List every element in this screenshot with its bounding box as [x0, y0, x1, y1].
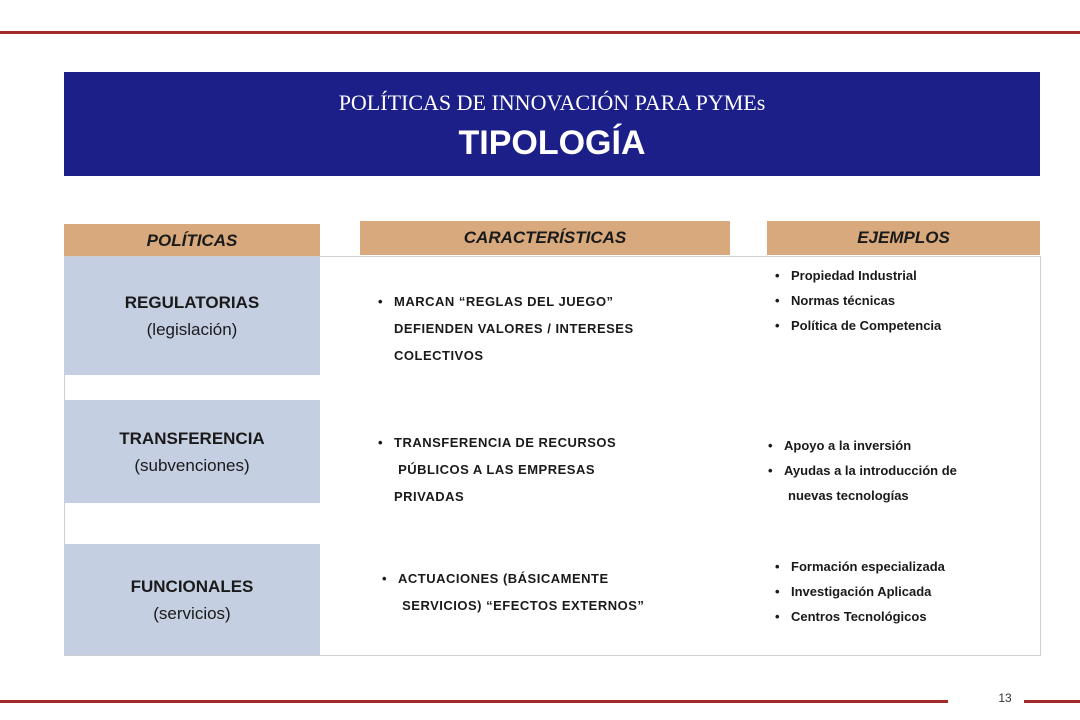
policy-name: REGULATORIAS — [124, 293, 260, 312]
char-line — [382, 565, 644, 592]
char-line-text: TRANSFERENCIA DE RECURSOS — [394, 435, 617, 450]
characteristics-regulatorias — [378, 288, 634, 369]
title-main: TIPOLOGÍA — [458, 124, 646, 162]
bullet-icon: • — [382, 571, 388, 586]
example-text: Política de Competencia — [791, 318, 942, 333]
top-rule — [0, 31, 1080, 34]
bottom-rule — [0, 700, 948, 703]
list-item — [775, 604, 945, 629]
policy-regulatorias — [64, 257, 320, 375]
examples-transferencia — [768, 433, 957, 508]
char-line: PÚBLICOS A LAS EMPRESAS — [394, 462, 596, 477]
list-item — [775, 579, 945, 604]
policy-funcionales — [64, 544, 320, 655]
header-characteristics: CARACTERÍSTICAS — [360, 221, 730, 255]
example-text: Centros Tecnológicos — [791, 609, 927, 624]
list-item — [775, 554, 945, 579]
example-text: Normas técnicas — [791, 293, 896, 308]
policy-transferencia — [64, 400, 320, 503]
characteristics-transferencia — [378, 429, 616, 510]
bullet-icon: • — [378, 435, 384, 450]
bullet-icon: • — [378, 294, 384, 309]
list-item — [775, 288, 941, 313]
example-text: Formación especializada — [791, 559, 945, 574]
policy-detail: (subvenciones) — [134, 455, 250, 475]
characteristics-funcionales — [382, 565, 644, 619]
list-item — [768, 458, 957, 483]
example-text: Apoyo a la inversión — [784, 438, 912, 453]
char-line-text: MARCAN “REGLAS DEL JUEGO” — [394, 294, 614, 309]
examples-regulatorias — [775, 263, 941, 338]
list-item — [775, 313, 941, 338]
char-line-text: ACTUACIONES (BÁSICAMENTE — [398, 571, 609, 586]
char-line — [378, 429, 616, 456]
title-banner — [64, 72, 1040, 176]
bullet-icon: • — [768, 463, 773, 478]
char-line: DEFIENDEN VALORES / INTERESES — [394, 321, 634, 336]
bullet-icon: • — [775, 268, 780, 283]
bottom-rule-right — [1024, 700, 1080, 703]
examples-funcionales — [775, 554, 945, 629]
bullet-icon: • — [775, 293, 780, 308]
char-line: PRIVADAS — [394, 489, 465, 504]
char-line: SERVICIOS) “EFECTOS EXTERNOS” — [398, 598, 645, 613]
header-examples: EJEMPLOS — [767, 221, 1040, 255]
page-number: 13 — [998, 691, 1012, 705]
example-text: Investigación Aplicada — [791, 584, 932, 599]
example-text: Propiedad Industrial — [791, 268, 917, 283]
bullet-icon: • — [775, 559, 780, 574]
char-line — [378, 288, 634, 315]
example-text: Ayudas a la introducción de — [784, 463, 957, 478]
policy-detail: (legislación) — [146, 320, 238, 339]
char-line: COLECTIVOS — [394, 348, 484, 363]
bullet-icon: • — [775, 318, 780, 333]
header-policies: POLÍTICAS — [64, 224, 320, 258]
list-item: nuevas tecnologías — [788, 488, 909, 503]
bullet-icon: • — [775, 609, 780, 624]
list-item — [775, 263, 941, 288]
policy-detail: (servicios) — [153, 603, 231, 623]
bullet-icon: • — [768, 438, 773, 453]
title-subtitle: POLÍTICAS DE INNOVACIÓN PARA PYMEs — [338, 90, 766, 115]
list-item — [768, 433, 957, 458]
bullet-icon: • — [775, 584, 780, 599]
policy-name: FUNCIONALES — [130, 576, 254, 596]
policy-name: TRANSFERENCIA — [119, 428, 265, 448]
